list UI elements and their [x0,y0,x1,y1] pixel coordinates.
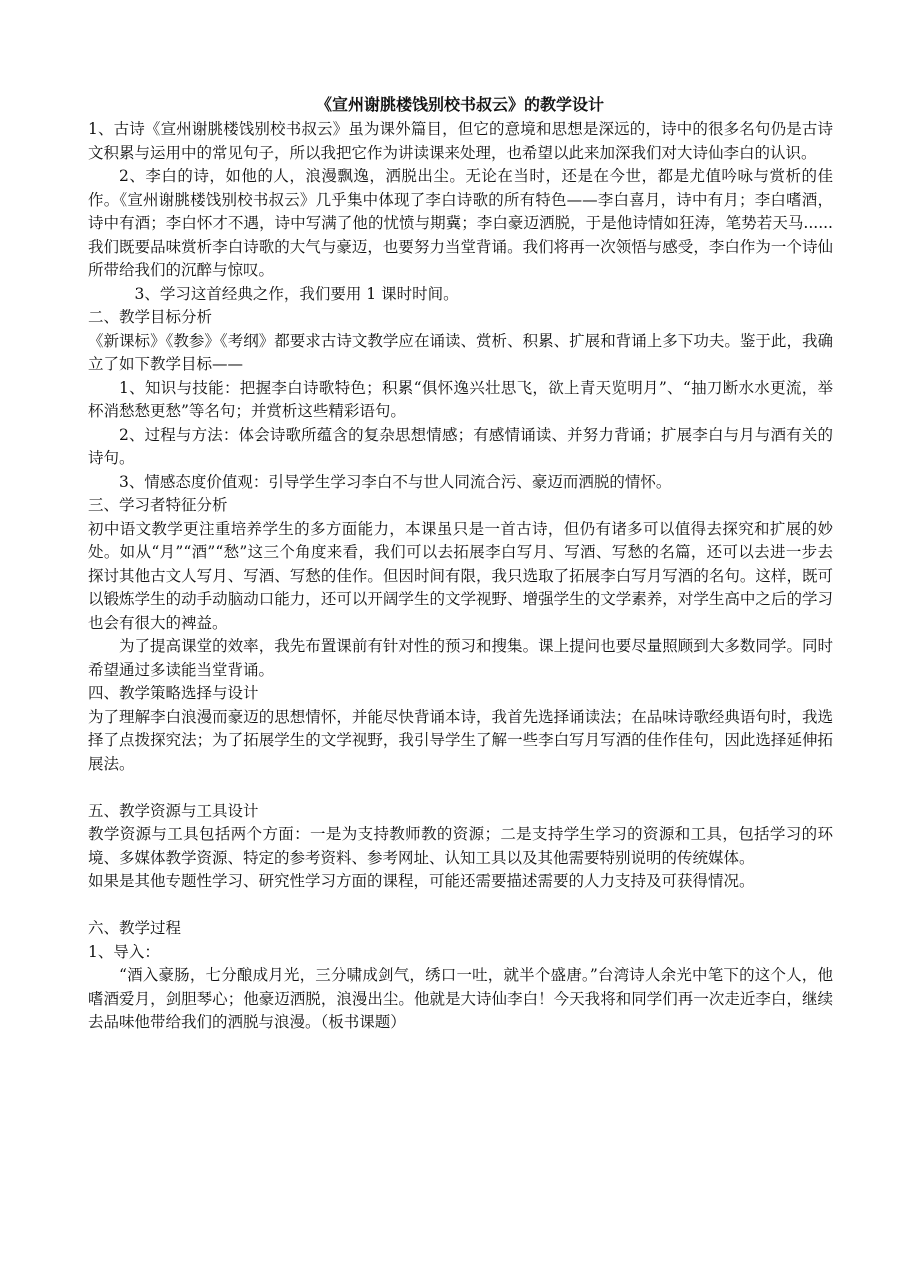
document-title: 《宣州谢朓楼饯别校书叔云》的教学设计 [315,95,604,114]
intro-paragraph-1: 1、古诗《宣州谢朓楼饯别校书叔云》虽为课外篇目，但它的意境和思想是深远的，诗中的很多名句仍是古诗文积累与运用中的常见句子，所以我把它作为讲读课来处理，也希望以此来加深我们对大诗仙李白的认识。 [88,120,833,162]
resources-paragraph-1: 教学资源与工具包括两个方面：一是为支持教师教的资源；二是支持学生学习的资源和工具，包括学习的环境、多媒体教学资源、特定的参考资料、参考网址、认知工具以及其他需要特别说明的传统媒体。 [88,825,833,867]
process-intro-paragraph: “酒入豪肠，七分酿成月光，三分啸成剑气，绣口一吐，就半个盛唐。”台湾诗人余光中笔下的这个人，他嗜酒爱月，剑胆琴心；他豪迈洒脱，浪漫出尘。他就是大诗仙李白！今天我将和同学们再一次走近李白，继续去品味他带给我们的洒脱与浪漫。（板书课题） [88,966,833,1031]
blank-line [88,894,833,918]
section-heading-learners: 三、学习者特征分析 [88,496,228,514]
section-heading-resources: 五、教学资源与工具设计 [88,801,259,820]
process-subheading-intro: 1、导入： [88,942,160,961]
intro-paragraph-3: 3、学习这首经典之作，我们要用 1 课时时间。 [134,284,459,303]
intro-paragraph-2: 2、李白的诗，如他的人，浪漫飘逸，洒脱出尘。无论在当时，还是在今世，都是尤值吟咏与赏析的佳作。《宣州谢朓楼饯别校书叔云》几乎集中体现了李白诗歌的所有特色——李白喜月，诗中有月；李白嗜酒，诗中有酒；李白怀才不遇，诗中写满了他的忧愤与期冀；李白豪迈洒脱，于是他诗情如狂涛，笔势若天马......我们既要品味赏析李白诗歌的大气与豪迈，也要努力当堂背诵。我们将再一次领悟与感受，李白作为一个诗仙所带给我们的沉醉与惊叹。 [88,167,833,279]
section-heading-objectives: 二、教学目标分析 [88,308,213,326]
learners-paragraph-2: 为了提高课堂的效率，我先布置课前有针对性的预习和搜集。课上提问也要尽量照顾到大多数同学。同时希望通过多读能当堂背诵。 [88,637,833,679]
learners-paragraph-1: 初中语文教学更注重培养学生的多方面能力，本课虽只是一首古诗，但仍有诸多可以值得去探究和扩展的妙处。如从“月”“酒”“愁”这三个角度来看，我们可以去拓展李白写月、写酒、写愁的名篇，还可以去进一步去探讨其他古文人写月、写酒、写愁的佳作。但因时间有限，我只选取了拓展李白写月写酒的名句。这样，既可以锻炼学生的动手动脑动口能力，还可以开阔学生的文学视野、增强学生的文学素养，对学生高中之后的学习也会有很大的裨益。 [88,519,833,632]
document-body [88,118,833,1035]
section-heading-process: 六、教学过程 [88,919,182,937]
objective-process: 2、过程与方法：体会诗歌所蕴含的复杂思想情感；有感情诵读、并努力背诵；扩展李白与月与酒有关的诗句。 [88,425,833,467]
objective-attitude: 3、情感态度价值观：引导学生学习李白不与世人同流合污、豪迈而洒脱的情怀。 [119,472,672,491]
blank-line [88,776,833,800]
strategy-paragraph: 为了理解李白浪漫而豪迈的思想情怀，并能尽快背诵本诗，我首先选择诵读法；在品味诗歌经典语句时，我选择了点拨探究法；为了拓展学生的文学视野，我引导学生了解一些李白写月写酒的佳作佳句，因此选择延伸拓展法。 [88,707,833,773]
objective-knowledge: 1、知识与技能：把握李白诗歌特色；积累“俱怀逸兴壮思飞，欲上青天览明月”、“抽刀断水水更流，举杯消愁愁更愁”等名句；并赏析这些精彩语句。 [88,378,833,420]
section-heading-strategy: 四、教学策略选择与设计 [88,684,259,702]
objectives-intro: 《新课标》《教参》《考纲》都要求古诗文教学应在诵读、赏析、积累、扩展和背诵上多下功夫。鉴于此，我确立了如下教学目标—— [88,331,833,373]
resources-paragraph-2: 如果是其他专题性学习、研究性学习方面的课程，可能还需要描述需要的人力支持及可获得情况。 [88,872,755,890]
